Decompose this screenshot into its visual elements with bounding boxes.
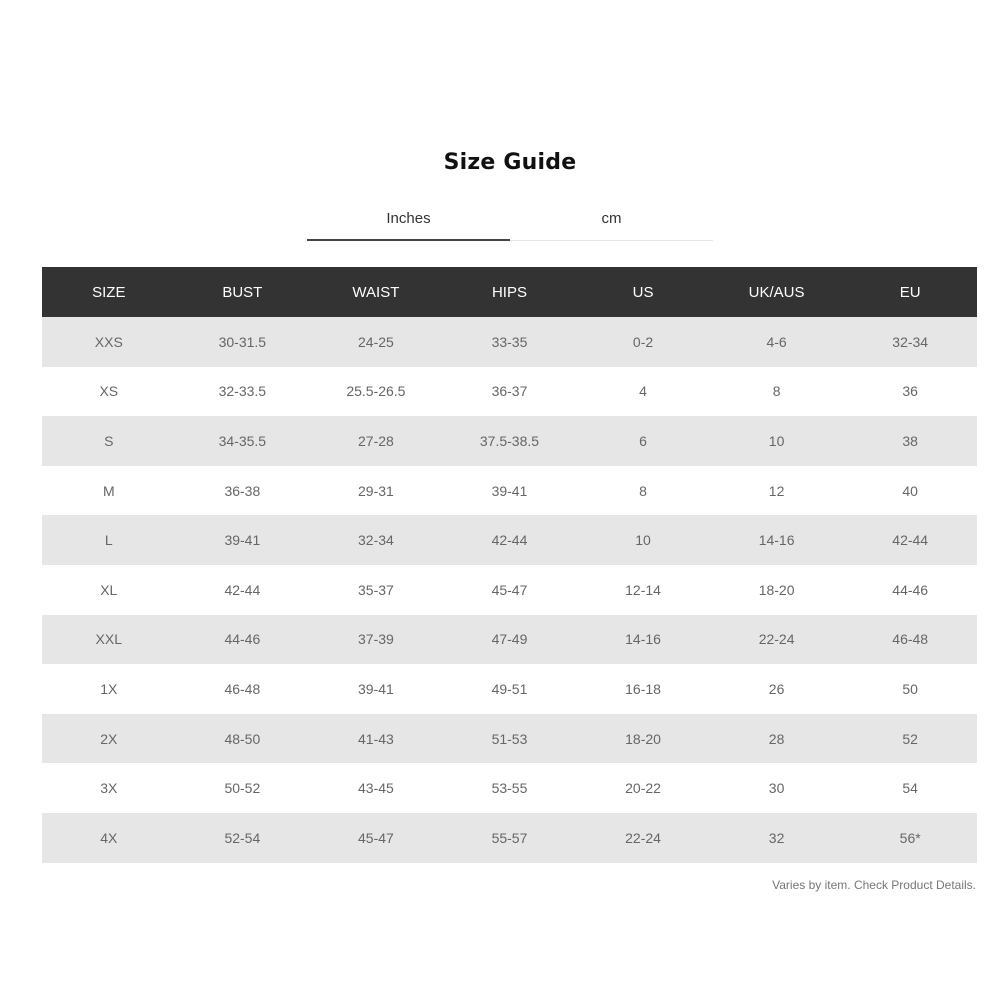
cell-hips: 47-49 [443, 615, 577, 665]
column-header-bust: BUST [176, 267, 310, 317]
column-header-size: SIZE [42, 267, 176, 317]
cell-eu: 54 [843, 763, 977, 813]
cell-eu: 32-34 [843, 317, 977, 367]
cell-hips: 42-44 [443, 515, 577, 565]
cell-bust: 52-54 [176, 813, 310, 863]
cell-bust: 36-38 [176, 466, 310, 516]
cell-waist: 43-45 [309, 763, 443, 813]
cell-waist: 29-31 [309, 466, 443, 516]
table-row [42, 813, 977, 863]
cell-size: S [42, 416, 176, 466]
cell-bust: 44-46 [176, 615, 310, 665]
cell-us: 16-18 [576, 664, 710, 714]
cell-hips: 53-55 [443, 763, 577, 813]
table-row [42, 565, 977, 615]
size-table [42, 267, 977, 863]
table-row [42, 515, 977, 565]
cell-size: XL [42, 565, 176, 615]
cell-size: 4X [42, 813, 176, 863]
table-row [42, 664, 977, 714]
cell-waist: 39-41 [309, 664, 443, 714]
cell-size: 1X [42, 664, 176, 714]
column-header-waist: WAIST [309, 267, 443, 317]
cell-uk-aus: 10 [710, 416, 844, 466]
cell-hips: 36-37 [443, 367, 577, 417]
cell-us: 0-2 [576, 317, 710, 367]
cell-us: 18-20 [576, 714, 710, 764]
cell-uk-aus: 22-24 [710, 615, 844, 665]
cell-waist: 27-28 [309, 416, 443, 466]
cell-size: 2X [42, 714, 176, 764]
cell-us: 4 [576, 367, 710, 417]
cell-eu: 38 [843, 416, 977, 466]
column-header-uk-aus: UK/AUS [710, 267, 844, 317]
cell-waist: 37-39 [309, 615, 443, 665]
cell-eu: 40 [843, 466, 977, 516]
column-header-hips: HIPS [443, 267, 577, 317]
cell-waist: 35-37 [309, 565, 443, 615]
cell-size: L [42, 515, 176, 565]
cell-uk-aus: 32 [710, 813, 844, 863]
cell-us: 8 [576, 466, 710, 516]
cell-waist: 25.5-26.5 [309, 367, 443, 417]
table-row [42, 317, 977, 367]
cell-bust: 42-44 [176, 565, 310, 615]
cell-size: XXL [42, 615, 176, 665]
footnote: Varies by item. Check Product Details. [772, 878, 976, 892]
unit-tabs [307, 204, 713, 241]
cell-uk-aus: 26 [710, 664, 844, 714]
cell-us: 12-14 [576, 565, 710, 615]
column-header-us: US [576, 267, 710, 317]
page-title: Size Guide [443, 150, 577, 175]
cell-bust: 30-31.5 [176, 317, 310, 367]
tab-cm[interactable]: cm [601, 210, 622, 227]
tab-inches[interactable]: Inches [307, 204, 510, 240]
cell-uk-aus: 14-16 [710, 515, 844, 565]
cell-waist: 41-43 [309, 714, 443, 764]
cell-hips: 51-53 [443, 714, 577, 764]
cell-size: XXS [42, 317, 176, 367]
cell-hips: 33-35 [443, 317, 577, 367]
cell-size: M [42, 466, 176, 516]
cell-eu: 46-48 [843, 615, 977, 665]
table-row [42, 367, 977, 417]
cell-uk-aus: 8 [710, 367, 844, 417]
cell-bust: 34-35.5 [176, 416, 310, 466]
cell-bust: 48-50 [176, 714, 310, 764]
cell-eu: 50 [843, 664, 977, 714]
cell-hips: 45-47 [443, 565, 577, 615]
cell-size: 3X [42, 763, 176, 813]
cell-size: XS [42, 367, 176, 417]
cell-us: 10 [576, 515, 710, 565]
cell-bust: 32-33.5 [176, 367, 310, 417]
table-row [42, 714, 977, 764]
cell-waist: 32-34 [309, 515, 443, 565]
cell-waist: 45-47 [309, 813, 443, 863]
cell-uk-aus: 28 [710, 714, 844, 764]
cell-uk-aus: 12 [710, 466, 844, 516]
cell-hips: 39-41 [443, 466, 577, 516]
table-row [42, 416, 977, 466]
cell-eu: 44-46 [843, 565, 977, 615]
cell-eu: 52 [843, 714, 977, 764]
cell-eu: 42-44 [843, 515, 977, 565]
cell-uk-aus: 4-6 [710, 317, 844, 367]
table-row [42, 466, 977, 516]
cell-waist: 24-25 [309, 317, 443, 367]
cell-uk-aus: 30 [710, 763, 844, 813]
table-row [42, 763, 977, 813]
cell-us: 20-22 [576, 763, 710, 813]
cell-hips: 55-57 [443, 813, 577, 863]
cell-hips: 49-51 [443, 664, 577, 714]
table-body [42, 317, 977, 863]
table-header-row [42, 267, 977, 317]
cell-bust: 39-41 [176, 515, 310, 565]
cell-us: 6 [576, 416, 710, 466]
cell-us: 22-24 [576, 813, 710, 863]
cell-bust: 50-52 [176, 763, 310, 813]
cell-uk-aus: 18-20 [710, 565, 844, 615]
cell-eu: 56* [843, 813, 977, 863]
cell-us: 14-16 [576, 615, 710, 665]
column-header-eu: EU [843, 267, 977, 317]
cell-bust: 46-48 [176, 664, 310, 714]
cell-eu: 36 [843, 367, 977, 417]
table-row [42, 615, 977, 665]
cell-hips: 37.5-38.5 [443, 416, 577, 466]
